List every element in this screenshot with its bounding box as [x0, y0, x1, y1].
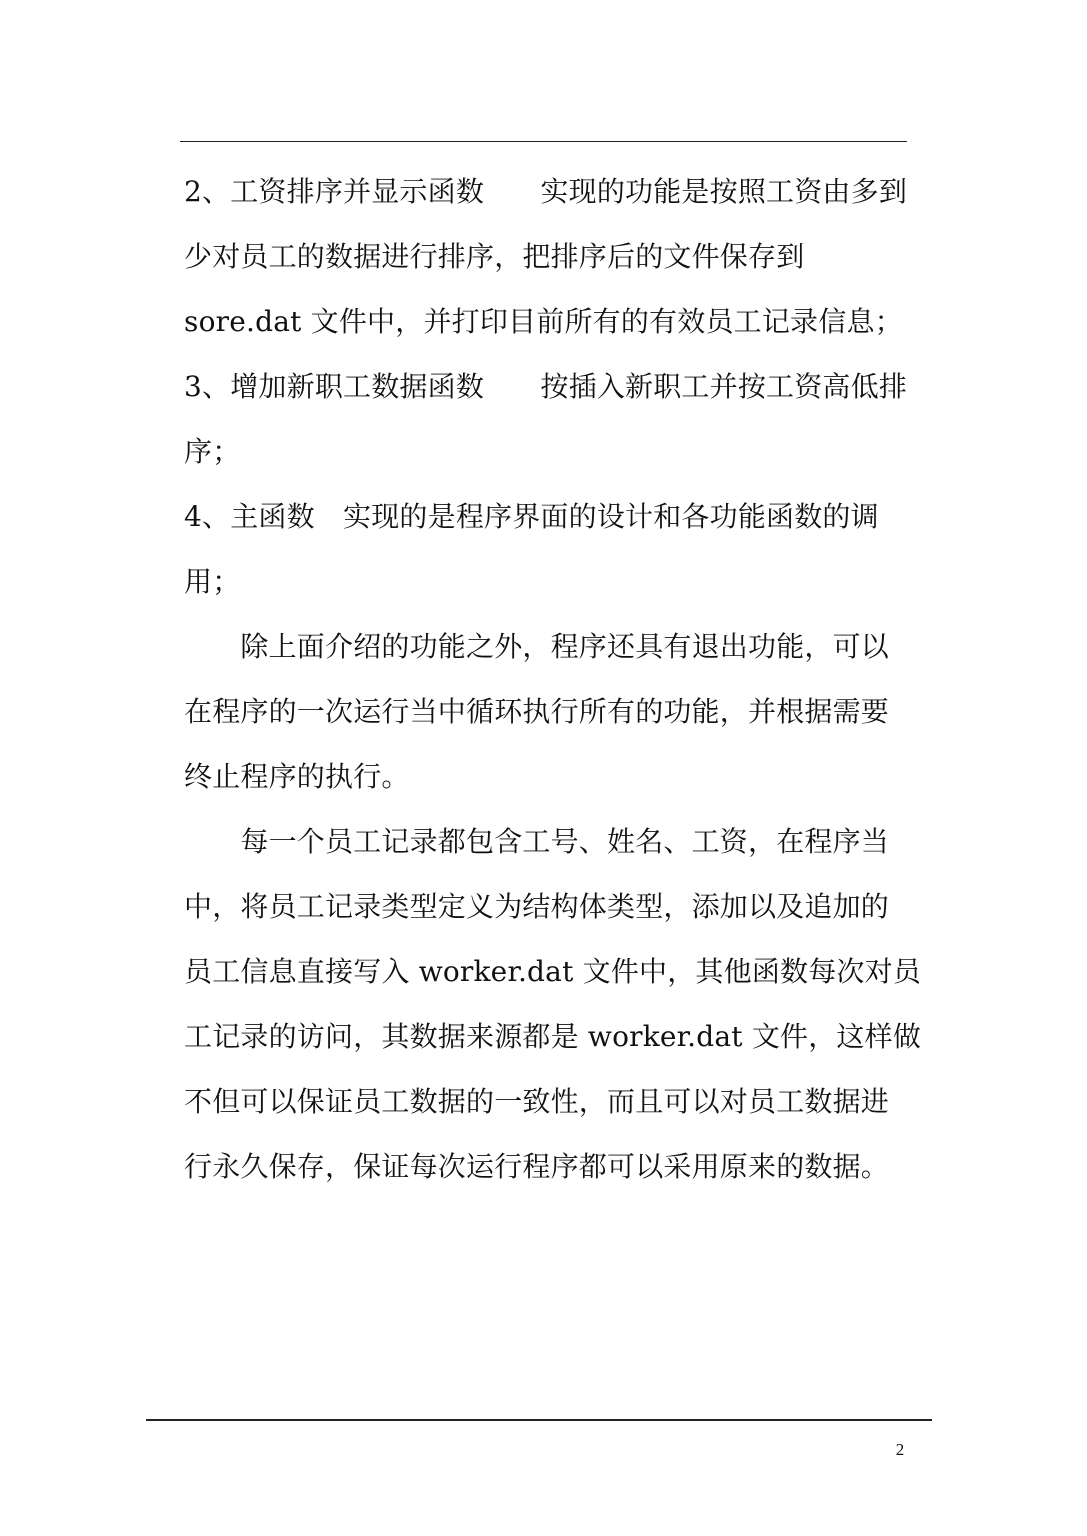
page-number: 2 — [895, 1440, 905, 1459]
text-line: 员工信息直接写入 worker.dat 文件中，其他函数每次对员 — [184, 955, 922, 988]
text-line: 少对员工的数据进行排序，把排序后的文件保存到 — [184, 240, 805, 273]
text-line: 在程序的一次运行当中循环执行所有的功能，并根据需要 — [184, 695, 890, 728]
text-line: sore.dat 文件中，并打印目前所有的有效员工记录信息； — [184, 305, 903, 338]
text-line: 4、主函数 实现的是程序界面的设计和各功能函数的调 — [184, 500, 879, 533]
text-line: 除上面介绍的功能之外，程序还具有退出功能，可以 — [184, 630, 890, 663]
text-line: 终止程序的执行。 — [184, 760, 410, 793]
header-rule — [180, 141, 907, 142]
text-line: 序； — [184, 435, 241, 468]
text-line: 行永久保存，保证每次运行程序都可以采用原来的数据。 — [184, 1150, 890, 1183]
text-line: 2、工资排序并显示函数 实现的功能是按照工资由多到 — [184, 175, 908, 208]
text-line: 3、增加新职工数据函数 按插入新职工并按工资高低排 — [184, 370, 908, 403]
text-line: 工记录的访问，其数据来源都是 worker.dat 文件，这样做 — [184, 1020, 922, 1053]
footer-rule — [146, 1419, 932, 1421]
text-line: 中，将员工记录类型定义为结构体类型，添加以及追加的 — [184, 890, 890, 923]
text-line: 每一个员工记录都包含工号、姓名、工资，在程序当 — [184, 825, 890, 858]
text-line: 不但可以保证员工数据的一致性，而且可以对员工数据进 — [184, 1085, 890, 1118]
text-line: 用； — [184, 565, 241, 598]
